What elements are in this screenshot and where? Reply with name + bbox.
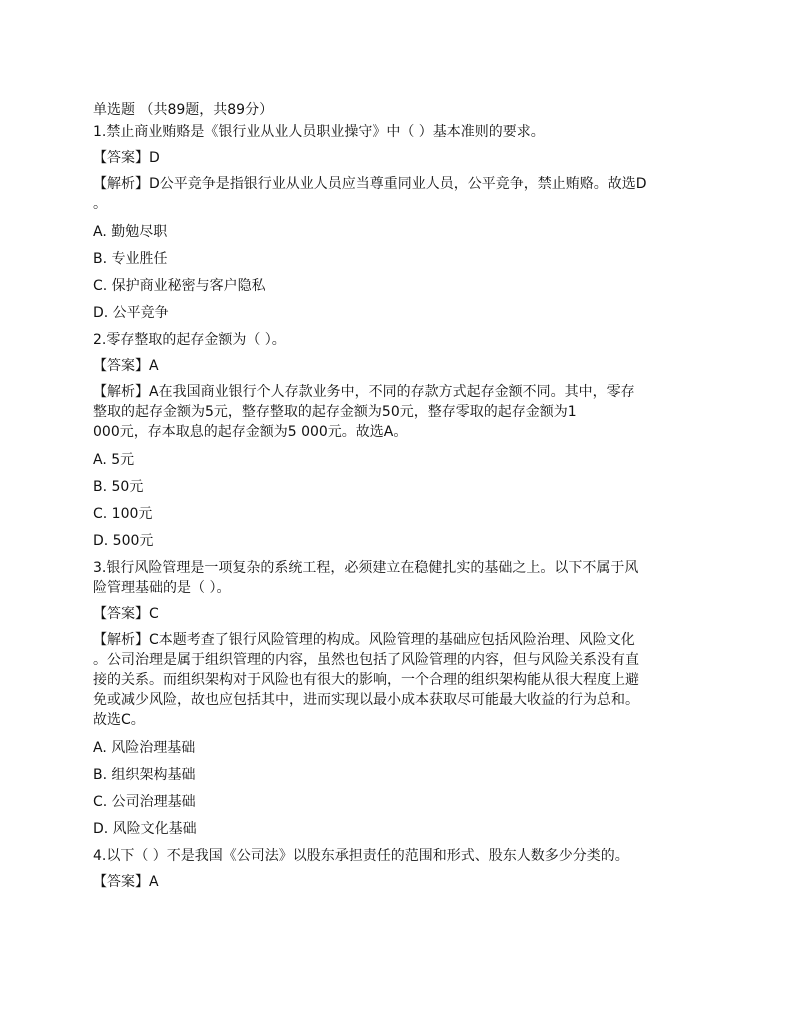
question-1 bbox=[93, 122, 705, 330]
analysis-text: D公平竞争是指银行业从业人员应当尊重同业人员，公平竞争，禁止贿赂。故选D bbox=[149, 176, 647, 192]
analysis-line: 整取的起存金额为5元，整存整取的起存金额为50元，整存零取的起存金额为1 bbox=[93, 404, 577, 420]
analysis-line: 故选C。 bbox=[93, 712, 145, 728]
answer-label: 【答案】 bbox=[93, 150, 149, 166]
question-stem: 2.零存整取的起存金额为（ ）。 bbox=[93, 332, 286, 348]
analysis-line bbox=[93, 174, 705, 194]
answer-value: D bbox=[149, 150, 160, 166]
analysis-line: 000元，存本取息的起存金额为5 000元。故选A。 bbox=[93, 424, 408, 440]
answer-line bbox=[93, 148, 705, 168]
question-stem-line: 3.银行风险管理是一项复杂的系统工程，必须建立在稳健扎实的基础之上。以下不属于风 bbox=[93, 560, 639, 576]
question-stem bbox=[93, 558, 705, 598]
analysis-line: 。公司治理是属于组织管理的内容，虽然也包括了风险管理的内容，但与风险关系没有直 bbox=[93, 652, 639, 668]
option-a: A. 风险治理基础 bbox=[93, 740, 196, 756]
answer-line bbox=[93, 872, 705, 892]
analysis-label: 【解析】 bbox=[93, 176, 149, 192]
analysis-text: A在我国商业银行个人存款业务中，不同的存款方式起存金额不同。其中，零存 bbox=[149, 384, 635, 400]
analysis-line bbox=[93, 630, 705, 650]
option-c: C. 公司治理基础 bbox=[93, 794, 196, 810]
answer-label: 【答案】 bbox=[93, 874, 149, 890]
answer-value: A bbox=[149, 874, 159, 890]
option-c: C. 保护商业秘密与客户隐私 bbox=[93, 278, 266, 294]
analysis-line: 。 bbox=[93, 196, 107, 212]
analysis-line: 接的关系。而组织架构对于风险也有很大的影响，一个合理的组织架构能从很大程度上避 bbox=[93, 672, 639, 688]
document-page bbox=[93, 98, 705, 898]
analysis-block bbox=[93, 174, 705, 214]
analysis-label: 【解析】 bbox=[93, 632, 149, 648]
question-2 bbox=[93, 330, 705, 558]
option-c: C. 100元 bbox=[93, 506, 153, 522]
option-d: D. 风险文化基础 bbox=[93, 821, 197, 837]
answer-label: 【答案】 bbox=[93, 358, 149, 374]
analysis-text: C本题考查了银行风险管理的构成。风险管理的基础应包括风险治理、风险文化 bbox=[149, 632, 635, 648]
question-stem: 1.禁止商业贿赂是《银行业从业人员职业操守》中（ ）基本准则的要求。 bbox=[93, 124, 545, 140]
answer-value: C bbox=[149, 606, 159, 622]
option-b: B. 专业胜任 bbox=[93, 251, 168, 267]
option-d: D. 公平竞争 bbox=[93, 305, 169, 321]
question-stem: 4.以下（ ）不是我国《公司法》以股东承担责任的范围和形式、股东人数多少分类的。 bbox=[93, 848, 629, 864]
section-title: 单选题 （共89题，共89分） bbox=[93, 102, 274, 118]
answer-label: 【答案】 bbox=[93, 606, 149, 622]
question-4 bbox=[93, 846, 705, 892]
answer-value: A bbox=[149, 358, 159, 374]
analysis-label: 【解析】 bbox=[93, 384, 149, 400]
answer-line bbox=[93, 604, 705, 624]
analysis-block bbox=[93, 630, 705, 730]
analysis-block bbox=[93, 382, 705, 442]
option-a: A. 5元 bbox=[93, 452, 135, 468]
answer-line bbox=[93, 356, 705, 376]
option-b: B. 组织架构基础 bbox=[93, 767, 196, 783]
option-d: D. 500元 bbox=[93, 533, 154, 549]
question-3 bbox=[93, 558, 705, 846]
option-b: B. 50元 bbox=[93, 479, 144, 495]
question-stem-line: 险管理基础的是（ ）。 bbox=[93, 580, 231, 596]
analysis-line bbox=[93, 382, 705, 402]
analysis-line: 免或减少风险，故也应包括其中，进而实现以最小成本获取尽可能最大收益的行为总和。 bbox=[93, 692, 639, 708]
option-a: A. 勤勉尽职 bbox=[93, 224, 168, 240]
